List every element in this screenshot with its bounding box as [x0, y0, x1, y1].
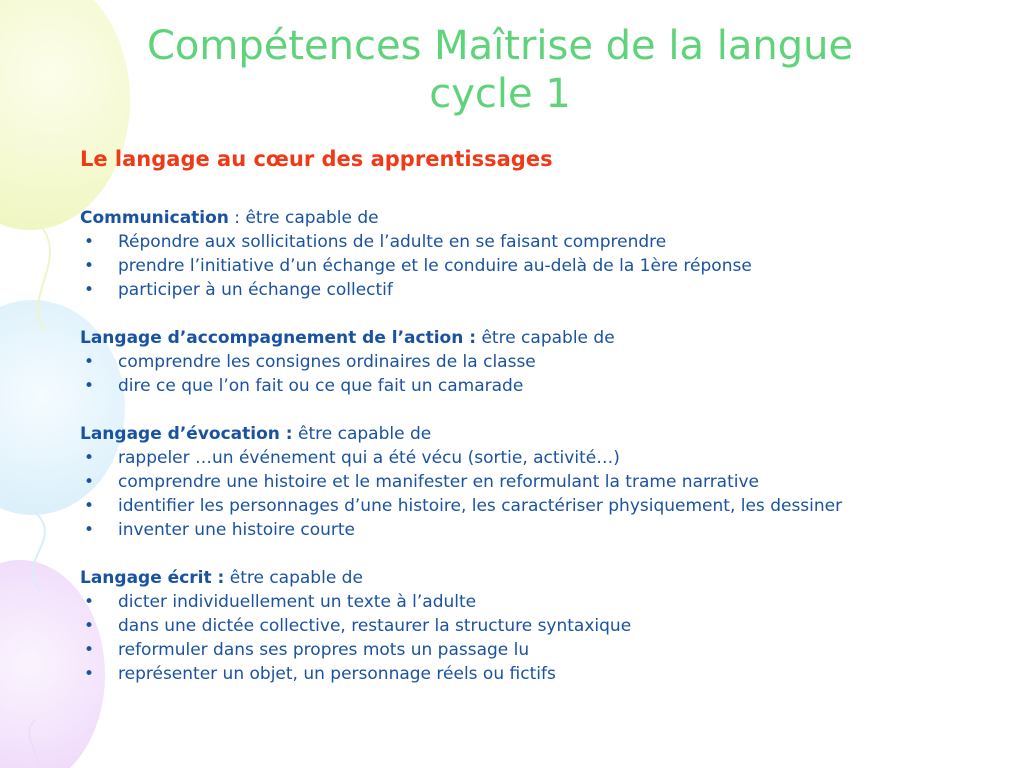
- list-item: [80, 446, 940, 470]
- list-item-text: dire ce que l’on fait ou ce que fait un camarade: [118, 376, 524, 396]
- section-header: [80, 566, 940, 590]
- list-item: [80, 614, 940, 638]
- section-heading-suffix: être capable de: [224, 568, 363, 588]
- list-item-text: participer à un échange collectif: [118, 280, 393, 300]
- bullet-marker: •: [84, 232, 95, 252]
- list-item: [80, 470, 940, 494]
- list-item: [80, 518, 940, 542]
- slide-subtitle: Le langage au cœur des apprentissages: [80, 147, 553, 171]
- bullet-marker: •: [84, 616, 95, 636]
- list-item: [80, 350, 940, 374]
- bullet-marker: •: [84, 352, 95, 372]
- list-item: [80, 254, 940, 278]
- bullet-list: [80, 590, 940, 686]
- list-item: [80, 494, 940, 518]
- list-item-text: dans une dictée collective, restaurer la structure syntaxique: [118, 616, 632, 636]
- sections-container: [80, 206, 940, 686]
- section-heading: Langage d’évocation :: [80, 424, 293, 444]
- list-item-text: prendre l’initiative d’un échange et le conduire au-delà de la 1ère réponse: [118, 256, 752, 276]
- list-item-text: rappeler …un événement qui a été vécu (sortie, activité…): [118, 448, 620, 468]
- list-item-text: Répondre aux sollicitations de l’adulte en se faisant comprendre: [118, 232, 667, 252]
- section-header: [80, 422, 940, 446]
- bullet-marker: •: [84, 496, 95, 516]
- slide-body: [80, 146, 940, 710]
- bullet-list: [80, 446, 940, 542]
- bullet-marker: •: [84, 640, 95, 660]
- section: [80, 206, 940, 302]
- list-item: [80, 278, 940, 302]
- bullet-marker: •: [84, 664, 95, 684]
- list-item-text: représenter un objet, un personnage réels ou fictifs: [118, 664, 556, 684]
- bullet-list: [80, 230, 940, 302]
- bullet-list: [80, 350, 940, 398]
- list-item: [80, 638, 940, 662]
- list-item-text: comprendre les consignes ordinaires de la classe: [118, 352, 536, 372]
- bullet-marker: •: [84, 256, 95, 276]
- bullet-marker: •: [84, 280, 95, 300]
- slide-title: [60, 22, 940, 118]
- list-item-text: dicter individuellement un texte à l’adulte: [118, 592, 477, 612]
- bullet-marker: •: [84, 592, 95, 612]
- section: [80, 566, 940, 686]
- section-heading: Langage d’accompagnement de l’action :: [80, 328, 477, 348]
- section: [80, 422, 940, 542]
- title-line-1: Compétences Maîtrise de la langue: [146, 23, 854, 69]
- bullet-marker: •: [84, 448, 95, 468]
- list-item-text: reformuler dans ses propres mots un passage lu: [118, 640, 530, 660]
- list-item-text: inventer une histoire courte: [118, 520, 355, 540]
- list-item-text: comprendre une histoire et le manifester en reformulant la trame narrative: [118, 472, 760, 492]
- section-heading-suffix: : être capable de: [228, 208, 379, 228]
- list-item: [80, 230, 940, 254]
- list-item-text: identifier les personnages d’une histoire, les caractériser physiquement, les dessiner: [118, 496, 843, 516]
- bullet-marker: •: [84, 376, 95, 396]
- bullet-marker: •: [84, 472, 95, 492]
- title-line-2: cycle 1: [429, 71, 571, 117]
- section: [80, 326, 940, 398]
- list-item: [80, 590, 940, 614]
- section-heading-suffix: être capable de: [476, 328, 615, 348]
- list-item: [80, 662, 940, 686]
- list-item: [80, 374, 940, 398]
- section-heading-suffix: être capable de: [292, 424, 432, 444]
- section-heading: Communication: [80, 208, 229, 228]
- section-heading: Langage écrit :: [80, 568, 225, 588]
- section-header: [80, 326, 940, 350]
- bullet-marker: •: [84, 520, 95, 540]
- section-header: [80, 206, 940, 230]
